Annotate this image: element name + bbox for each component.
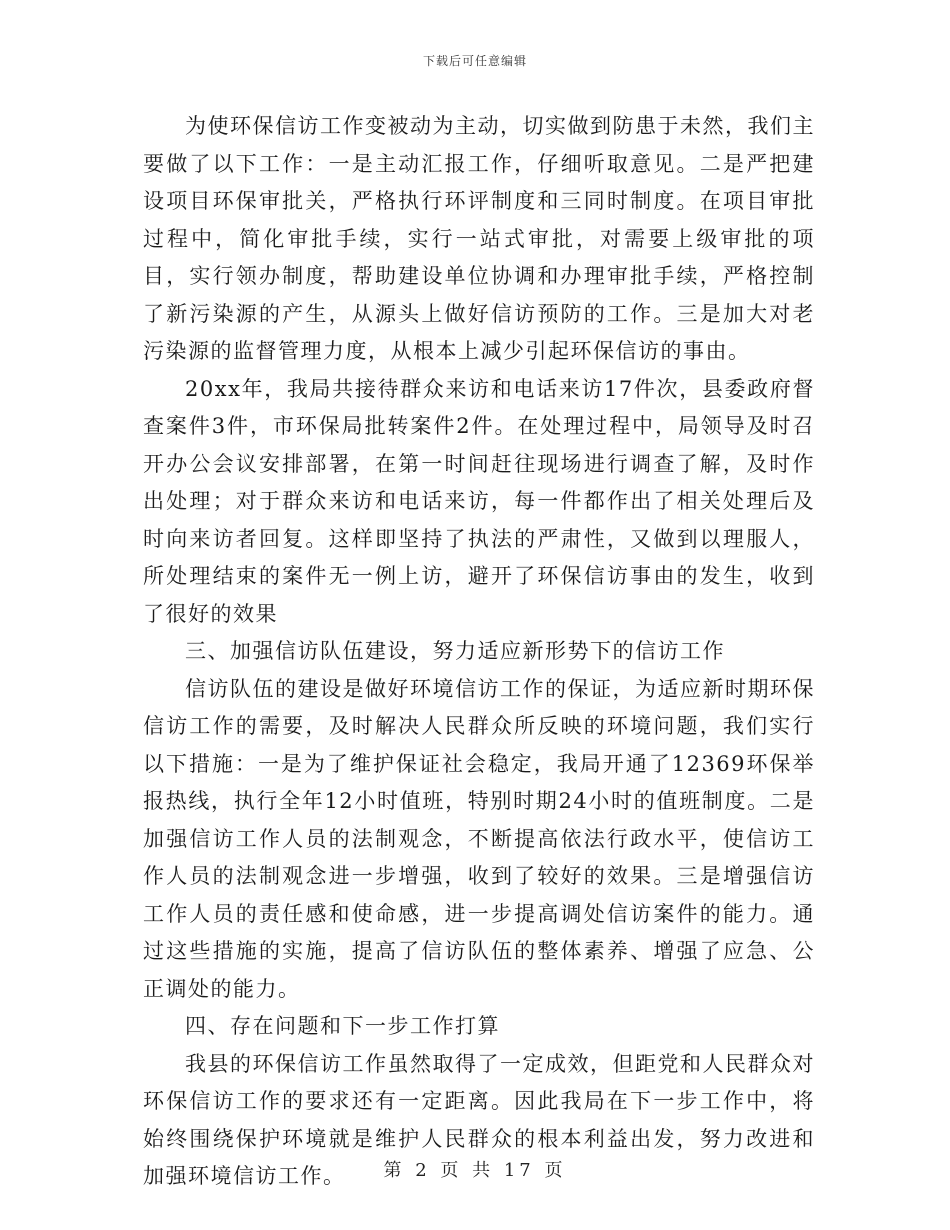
section-heading-team: 三、加强信访队伍建设，努力适应新形势下的信访工作 (185, 639, 725, 663)
paragraph-problems: 我县的环保信访工作虽然取得了一定成效，但距党和人民群众对环保信访工作的要求还有一定距离。因此我局在下一步工作中，将始终围绕保护环境就是维护人民群众的根本利益出发，努力改进和加强环境信访工作。 (143, 1051, 815, 1188)
page-number: 第 2 页 共 17 页 (383, 1160, 567, 1181)
document-body (143, 108, 815, 1196)
paragraph-measures: 为使环保信访工作变被动为主动，切实做到防患于未然，我们主要做了以下工作：一是主动汇报工作，仔细听取意见。二是严把建设项目环保审批关，严格执行环评制度和三同时制度。在项目审批过程中，简化审批手续，实行一站式审批，对需要上级审批的项目，实行领办制度，帮助建设单位协调和办理审批手续，严格控制了新污染源的产生，从源头上做好信访预防的工作。三是加大对老污染源的监督管理力度，从根本上减少引起环保信访的事由。 (143, 114, 815, 363)
page-header: 下载后可任意编辑 (422, 54, 527, 68)
paragraph-statistics: 20xx年，我局共接待群众来访和电话来访17件次，县委政府督查案件3件，市环保局批转案件2件。在处理过程中，局领导及时召开办公会议安排部署，在第一时间赶往现场进行调查了解，及时作出处理；对于群众来访和电话来访，每一件都作出了相关处理后及时向来访者回复。这样即坚持了执法的严肃性，又做到以理服人，所处理结束的案件无一例上访，避开了环保信访事由的发生，收到了很好的效果 (143, 376, 815, 626)
paragraph-team: 信访队伍的建设是做好环境信访工作的保证，为适应新时期环保信访工作的需要，及时解决人民群众所反映的环境问题，我们实行以下措施：一是为了维护保证社会稳定，我局开通了12369环保举报热线，执行全年12小时值班，特别时期24小时的值班制度。二是加强信访工作人员的法制观念，不断提高依法行政水平，使信访工作人员的法制观念进一步增强，收到了较好的效果。三是增强信访工作人员的责任感和使命感，进一步提高调处信访案件的能力。通过这些措施的实施，提高了信访队伍的整体素养、增强了应急、公正调处的能力。 (143, 676, 815, 1001)
section-heading-problems: 四、存在问题和下一步工作打算 (185, 1014, 500, 1038)
